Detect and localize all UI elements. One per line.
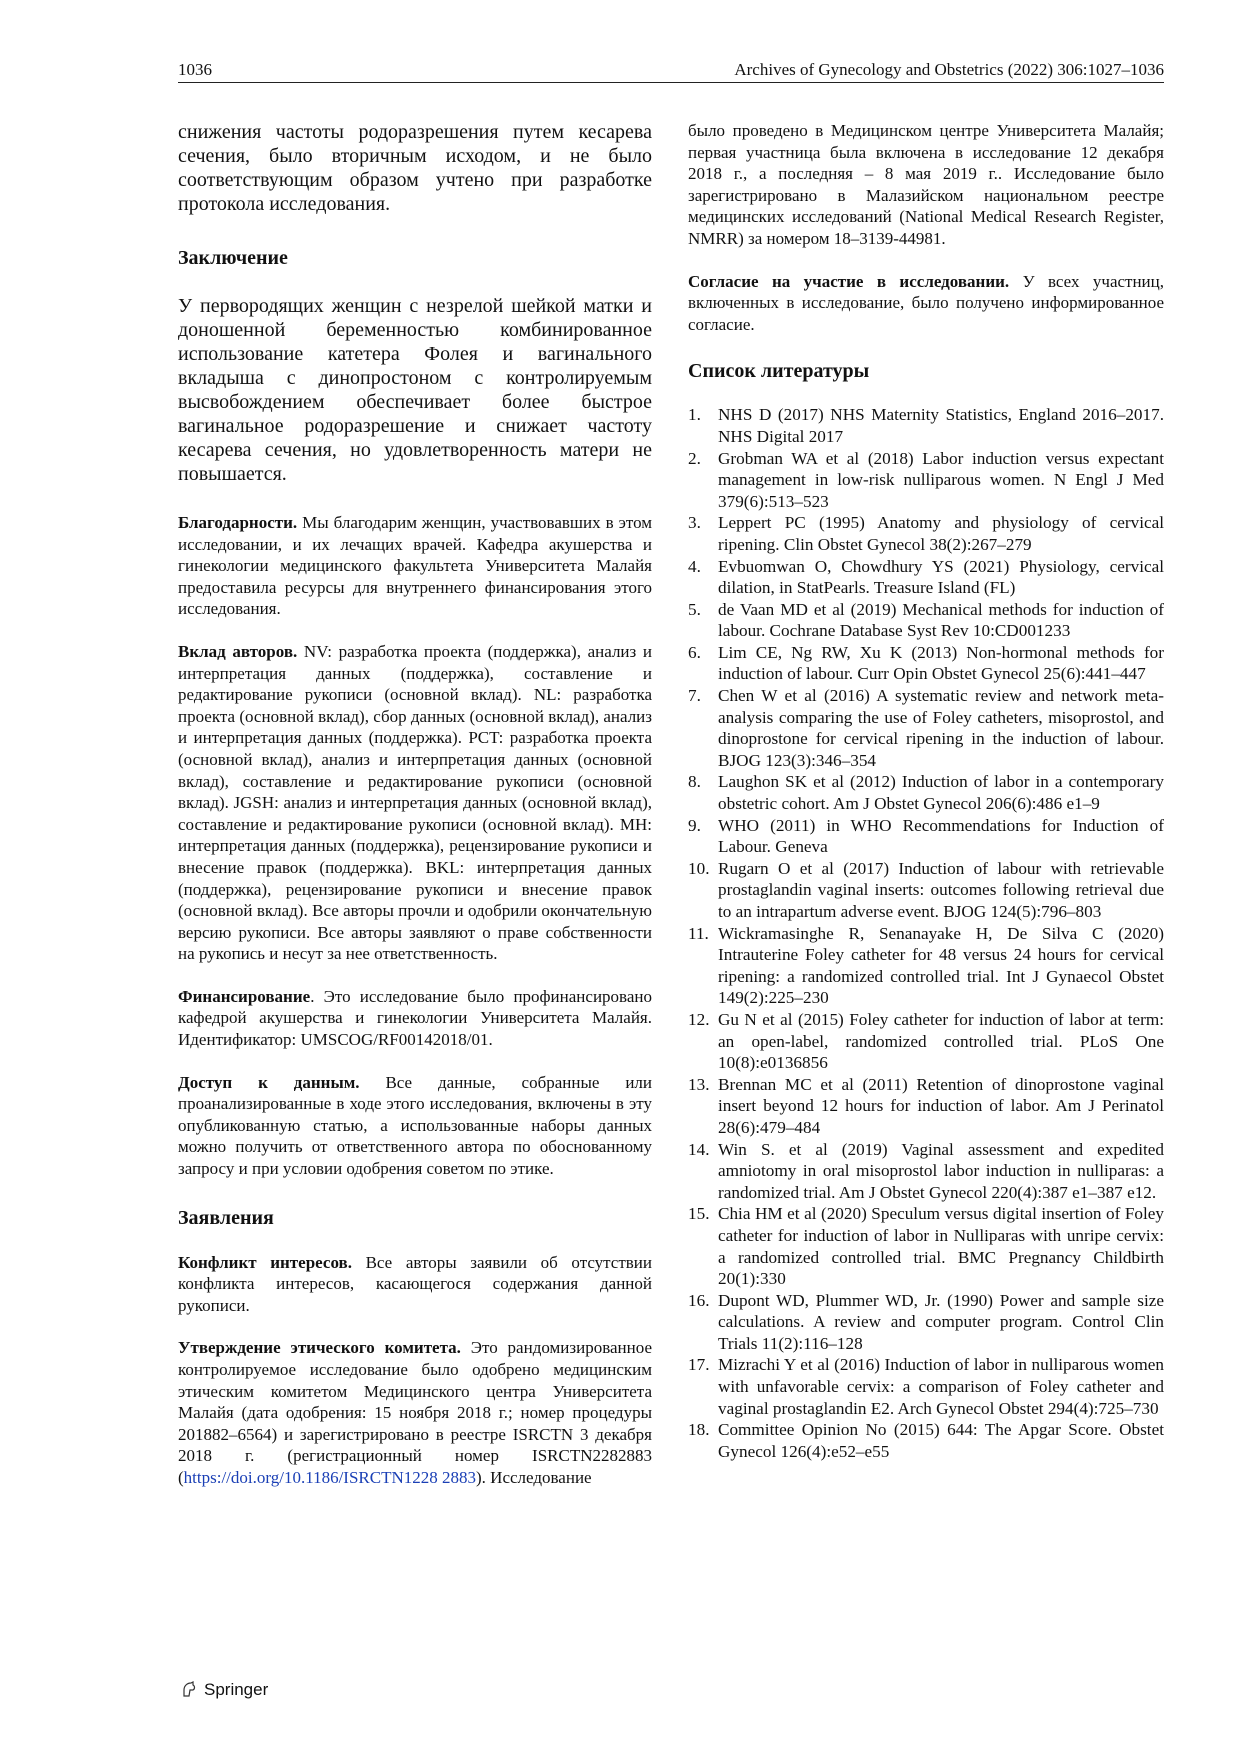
reference-item xyxy=(688,404,1164,447)
reference-text: Committee Opinion No (2015) 644: The Apgar Score. Obstet Gynecol 126(4):e52–e55 xyxy=(718,1420,1164,1461)
reference-text: Brennan MC et al (2011) Retention of dinoprostone vaginal insert beyond 12 hours for induction of labor. Am J Perinatol 28(6):479–484 xyxy=(718,1074,1164,1137)
reference-text: Leppert PC (1995) Anatomy and physiology of cervical ripening. Clin Obstet Gynecol 38(2):267–279 xyxy=(718,513,1164,554)
reference-item xyxy=(688,1290,1164,1355)
author-contributions xyxy=(178,641,652,965)
page-number: 1036 xyxy=(178,60,212,79)
springer-horse-icon xyxy=(180,1680,198,1698)
reference-number: 17. xyxy=(688,1355,710,1375)
reference-item xyxy=(688,1354,1164,1419)
right-continuation-paragraph: было проведено в Медицинском центре Университета Малайя; первая участница была включена в исследование 12 декабря 2018 г., а последняя – 8 мая 2019 г.. Исследование было зарегистрировано в Малазийском национальном реестре медицинских исследований (National Medical Research Register, NMRR) за номером 18–3139-44981. xyxy=(688,121,1164,248)
reference-item xyxy=(688,923,1164,1009)
funding-text: . Это исследование было профинансировано кафедрой акушерства и гинекологии Университета Малайя. Идентификатор: UMSCOG/RF00142018/01. xyxy=(178,986,652,1050)
reference-item xyxy=(688,1203,1164,1289)
reference-item xyxy=(688,448,1164,513)
reference-text: Win S. et al (2019) Vaginal assessment and expedited amniotomy in oral misoprostol labor induction in nulliparas: a randomized trial. Am J Obstet Gynecol 220(4):387 e1–387 e12. xyxy=(718,1139,1164,1202)
conflict-of-interest-text: Все авторы заявили об отсутствии конфликта интересов, касающегося содержания данной рукописи. xyxy=(178,1252,652,1315)
reference-number: 1. xyxy=(688,405,701,425)
ethics-approval-label: Утверждение этического комитета. xyxy=(178,1338,461,1358)
continuation-paragraph: снижения частоты родоразрешения путем кесарева сечения, было вторичным исходом, и не было соответствующим образом учтено при разработке протокола исследования. xyxy=(178,121,652,215)
reference-number: 10. xyxy=(688,858,710,878)
reference-number: 7. xyxy=(688,686,701,706)
ethics-approval-text: Это рандомизированное контролируемое исследование было одобрено медицинским этическим комитетом Медицинского центра Университета Малайя (дата одобрения: 15 ноября 2018 г.; номер процедуры 201882–6564) и зарегистрировано в реестре ISRCTN 3 декабря 2018 г. (регистрационный номер ISRCTN2282883 ( xyxy=(178,1338,652,1487)
running-header xyxy=(178,60,1164,83)
reference-text: Evbuomwan O, Chowdhury YS (2021) Physiology, cervical dilation, in StatPearls. Treasure Island (FL) xyxy=(718,556,1164,598)
reference-text: Rugarn O et al (2017) Induction of labour with retrievable prostaglandin vaginal inserts: outcomes following retrieval due to an intrapartum adverse event. BJOG 124(5):796–803 xyxy=(718,858,1164,921)
conclusion-paragraph: У первородящих женщин с незрелой шейкой матки и доношенной беременностью комбинированное использование катетера Фолея и вагинального вкладыша с динопростоном с контролируемым высвобождением обеспечивает более быстрое вагинальное родоразрешение и снижает частоту кесарева сечения, но удовлетворенность матери не повышается. xyxy=(178,295,652,485)
reference-item xyxy=(688,599,1164,642)
author-contributions-text: NV: разработка проекта (поддержка), анализ и интерпретация данных (поддержка), составление и редактирование рукописи (основной вклад). NL: разработка проекта (основной вклад), сбор данных (основной вклад), анализ и интерпретация данных (поддержка). PCT: разработка проекта (основной вклад), анализ и интерпретация данных (основной вклад), составление и редактирование рукописи (основной вклад). JGSH: анализ и интерпретация данных (основной вклад), составление и редактирование рукописи (основной вклад). MH: интерпретация данных (поддержка), рецензирование рукописи и внесение правок (поддержка). BKL: интерпретация данных (поддержка), рецензирование рукописи и внесение правок (основной вклад). Все авторы прочли и одобрили окончательную версию рукописи. Все авторы заявляют о праве собственности на рукопись и несут за нее ответственность. xyxy=(178,641,652,964)
reference-number: 4. xyxy=(688,556,701,576)
funding xyxy=(178,986,652,1051)
reference-item xyxy=(688,815,1164,858)
reference-number: 6. xyxy=(688,642,701,662)
reference-text: NHS D (2017) NHS Maternity Statistics, England 2016–2017. NHS Digital 2017 xyxy=(718,405,1164,446)
reference-item xyxy=(688,1139,1164,1204)
reference-number: 11. xyxy=(688,923,709,943)
reference-number: 15. xyxy=(688,1204,710,1224)
reference-item xyxy=(688,1419,1164,1462)
reference-text: Wickramasinghe R, Senanayake H, De Silva C (2020) Intrauterine Foley catheter for 48 versus 24 hours for cervical ripening: a randomized controlled trial. Int J Gynaecol Obstet 149(2):225–230 xyxy=(718,923,1164,1008)
reference-number: 3. xyxy=(688,513,701,533)
reference-text: Laughon SK et al (2012) Induction of labor in a contemporary obstetric cohort. Am J Obstet Gynecol 206(6):486 e1–9 xyxy=(718,772,1164,814)
right-column xyxy=(688,120,1164,1462)
data-availability-text: Все данные, собранные или проанализированные в ходе этого исследования, включены в эту опубликованную статью, а использованные наборы данных можно получить от ответственного автора по обоснованному запросу и при условии одобрения советом по этике. xyxy=(178,1072,653,1179)
journal-citation: Archives of Gynecology and Obstetrics (2022) 306:1027–1036 xyxy=(734,60,1164,79)
consent-to-participate xyxy=(688,271,1164,336)
acknowledgements-label: Благодарности. xyxy=(178,513,298,532)
consent-text: У всех участниц, включенных в исследование, было получено информированное согласие. xyxy=(688,271,1165,334)
reference-number: 5. xyxy=(688,599,701,619)
reference-number: 16. xyxy=(688,1290,710,1310)
reference-item xyxy=(688,642,1164,685)
funding-label: Финансирование xyxy=(178,986,311,1006)
reference-text: Chia HM et al (2020) Speculum versus digital insertion of Foley catheter for induction of labor in Nulliparas with unripe cervix: a randomized controlled trial. BMC Pregnancy Childbirth 20(1):330 xyxy=(718,1204,1164,1289)
publisher-name: Springer xyxy=(204,1680,269,1699)
reference-text: de Vaan MD et al (2019) Mechanical methods for induction of labour. Cochrane Database Syst Rev 10:CD001233 xyxy=(718,599,1164,641)
reference-text: Grobman WA et al (2018) Labor induction versus expectant management in low-risk nulliparous women. N Engl J Med 379(6):513–523 xyxy=(718,448,1164,511)
left-column xyxy=(178,120,652,1489)
reference-item xyxy=(688,771,1164,814)
reference-item xyxy=(688,1074,1164,1139)
reference-item xyxy=(688,858,1164,923)
references-heading: Список литературы xyxy=(688,360,870,383)
reference-text: Lim CE, Ng RW, Xu K (2013) Non-hormonal methods for induction of labour. Curr Opin Obstet Gynecol 25(6):441–447 xyxy=(718,642,1164,684)
acknowledgements-text: Мы благодарим женщин, участвовавших в этом исследовании, и их лечащих врачей. Кафедра акушерства и гинекологии медицинского факультета Университета Малайя предоставила ресурсы для внутреннего финансирования этого исследования. xyxy=(178,513,652,619)
reference-number: 8. xyxy=(688,772,701,792)
statements-heading: Заявления xyxy=(178,1206,274,1229)
reference-text: Gu N et al (2015) Foley catheter for induction of labor at term: an open-label, randomized controlled trial. PLoS One 10(8):e0136856 xyxy=(718,1009,1164,1073)
conclusion-heading: Заключение xyxy=(178,247,288,269)
data-availability-label: Доступ к данным. xyxy=(178,1072,360,1092)
reference-number: 12. xyxy=(688,1009,710,1029)
reference-item xyxy=(688,556,1164,599)
consent-label: Согласие на участие в исследовании. xyxy=(688,271,1010,291)
conflict-of-interest-label: Конфликт интересов. xyxy=(178,1252,352,1272)
reference-item xyxy=(688,512,1164,555)
ethics-approval-text-end: ). Исследование xyxy=(476,1467,592,1487)
reference-text: Mizrachi Y et al (2016) Induction of labor in nulliparous women with unfavorable cervix: a comparison of Foley catheter and vaginal prostaglandin E2. Arch Gynecol Obstet 294(4):725–730 xyxy=(718,1355,1164,1418)
reference-number: 18. xyxy=(688,1420,710,1440)
reference-number: 14. xyxy=(688,1139,710,1159)
ethics-approval xyxy=(178,1337,652,1488)
reference-number: 2. xyxy=(688,448,701,468)
reference-number: 9. xyxy=(688,815,701,835)
reference-item xyxy=(688,1009,1164,1074)
reference-text: Dupont WD, Plummer WD, Jr. (1990) Power and sample size calculations. A review and computer program. Control Clin Trials 11(2):116–128 xyxy=(718,1290,1164,1353)
isrctn-doi-link[interactable]: https://doi.org/10.1186/ISRCTN1228 2883 xyxy=(183,1467,477,1487)
reference-list xyxy=(688,404,1164,1462)
data-availability xyxy=(178,1072,652,1180)
acknowledgements xyxy=(178,512,652,620)
reference-text: Chen W et al (2016) A systematic review and network meta-analysis comparing the use of Foley catheters, misoprostol, and dinoprostone for cervical ripening in the induction of labour. BJOG 123(3):346–354 xyxy=(718,686,1164,770)
conflict-of-interest xyxy=(178,1252,652,1317)
author-contributions-label: Вклад авторов. xyxy=(178,641,298,661)
reference-item xyxy=(688,685,1164,771)
reference-number: 13. xyxy=(688,1074,710,1094)
reference-text: WHO (2011) in WHO Recommendations for Induction of Labour. Geneva xyxy=(718,815,1164,857)
publisher-footer xyxy=(180,1680,268,1700)
